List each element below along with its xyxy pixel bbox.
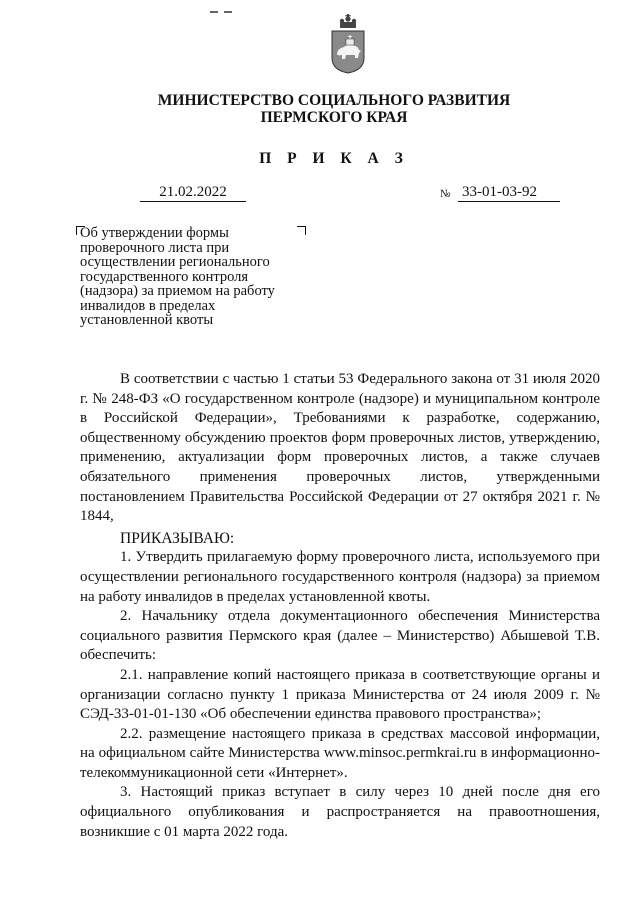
ministry-name [0,92,640,126]
number-sign: № [440,188,451,200]
item-2-paragraph: 2. Начальнику отдела документационного обеспечения Министерства социального развития Пермского края (далее – Министерство) Абышевой Т.В. обеспечить: [80,608,600,664]
item-2-2-paragraph: 2.2. размещение настоящего приказа в средствах массовой информации, на официальном сайте Министерства www.minsoc.permkrai.ru в информационно-телекоммуникационной сети «Интернет». [80,725,600,781]
order-body [80,370,600,842]
item-3-paragraph: 3. Настоящий приказ вступает в силу через 10 дней после дня его официального опубликования и распространяется на правоотношения, возникшие с 01 марта 2022 года. [80,784,600,840]
order-date: 21.02.2022 [140,184,246,202]
item-1-paragraph: 1. Утвердить прилагаемую форму проверочного листа, используемого при осуществлении регионального государственного контроля (надзора) за приемом на работу инвалидов в пределах установленной квоты. [80,549,600,605]
scan-artifact [210,0,250,3]
perm-krai-coat-of-arms-icon [328,14,368,74]
ministry-name-line2: ПЕРМСКОГО КРАЯ [260,109,408,126]
item-2-1-paragraph: 2.1. направление копий настоящего приказа в соответствующие органы и организации согласно пункту 1 приказа Министерства от 24 июля 2009 г. № СЭД-33-01-01-130 «Об обеспечении единства правового пространства»; [80,666,600,723]
order-subject: Об утверждении формы проверочного листа при осуществлении регионального государственного контроля (надзора) за приемом на работу инвалидов в пределах установленной квоты [80,225,275,328]
ministry-name-line1: МИНИСТЕРСТВО СОЦИАЛЬНОГО РАЗВИТИЯ [157,92,511,109]
document-type-title: П Р И К А З [259,150,409,167]
preamble-paragraph: В соответствии с частью 1 статьи 53 Федерального закона от 31 июля 2020 г. № 248-ФЗ «О государственном контроле (надзоре) и муниципальном контроле в Российской Федерации», Требованиями к разработке, содержанию, общественному обсуждению проектов форм проверочных листов, утверждению, применению, актуализации форм проверочных листов, а также случаев обязательного применения проверочных листов, утвержденными постановлением Правительства Российской Федерации от 27 октября 2021 г. № 1844, [80,371,600,525]
order-verb: ПРИКАЗЫВАЮ: [120,529,235,547]
order-number: 33-01-03-92 [458,184,560,202]
